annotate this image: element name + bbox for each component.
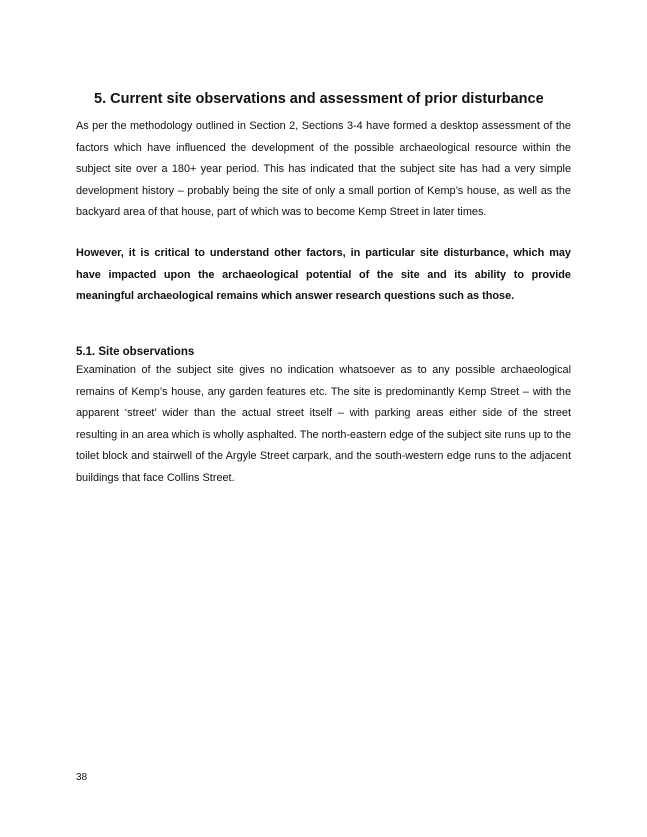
section-heading: 5. Current site observations and assessment of prior disturbance: [94, 91, 544, 107]
emphasis-paragraph: However, it is critical to understand other factors, in particular site disturbance, which may have impacted upon the archaeological potential of the site and its ability to provide meaningful archaeological remains which answer research questions such as those.: [76, 247, 571, 302]
intro-paragraph: As per the methodology outlined in Section 2, Sections 3-4 have formed a desktop assessment of the factors which have influenced the development of the possible archaeological resource within the subject site over a 180+ year period. This has indicated that the subject site has had a very simple development history – probably being the site of only a small portion of Kemp’s house, as well as the backyard area of that house, part of which was to become Kemp Street in later times.: [76, 120, 571, 218]
subsection-heading: 5.1. Site observations: [76, 346, 195, 358]
site-observations-paragraph: Examination of the subject site gives no indication whatsoever as to any possible archaeological remains of Kemp’s house, any garden features etc. The site is predominantly Kemp Street – with the apparent ‘street’ wider than the actual street itself – with parking areas either side of the street resulting in an area which is wholly asphalted. The north-eastern edge of the subject site runs up to the toilet block and stairwell of the Argyle Street carpark, and the south-western edge runs to the adjacent buildings that face Collins Street.: [76, 364, 572, 484]
page-number: 38: [76, 772, 88, 783]
